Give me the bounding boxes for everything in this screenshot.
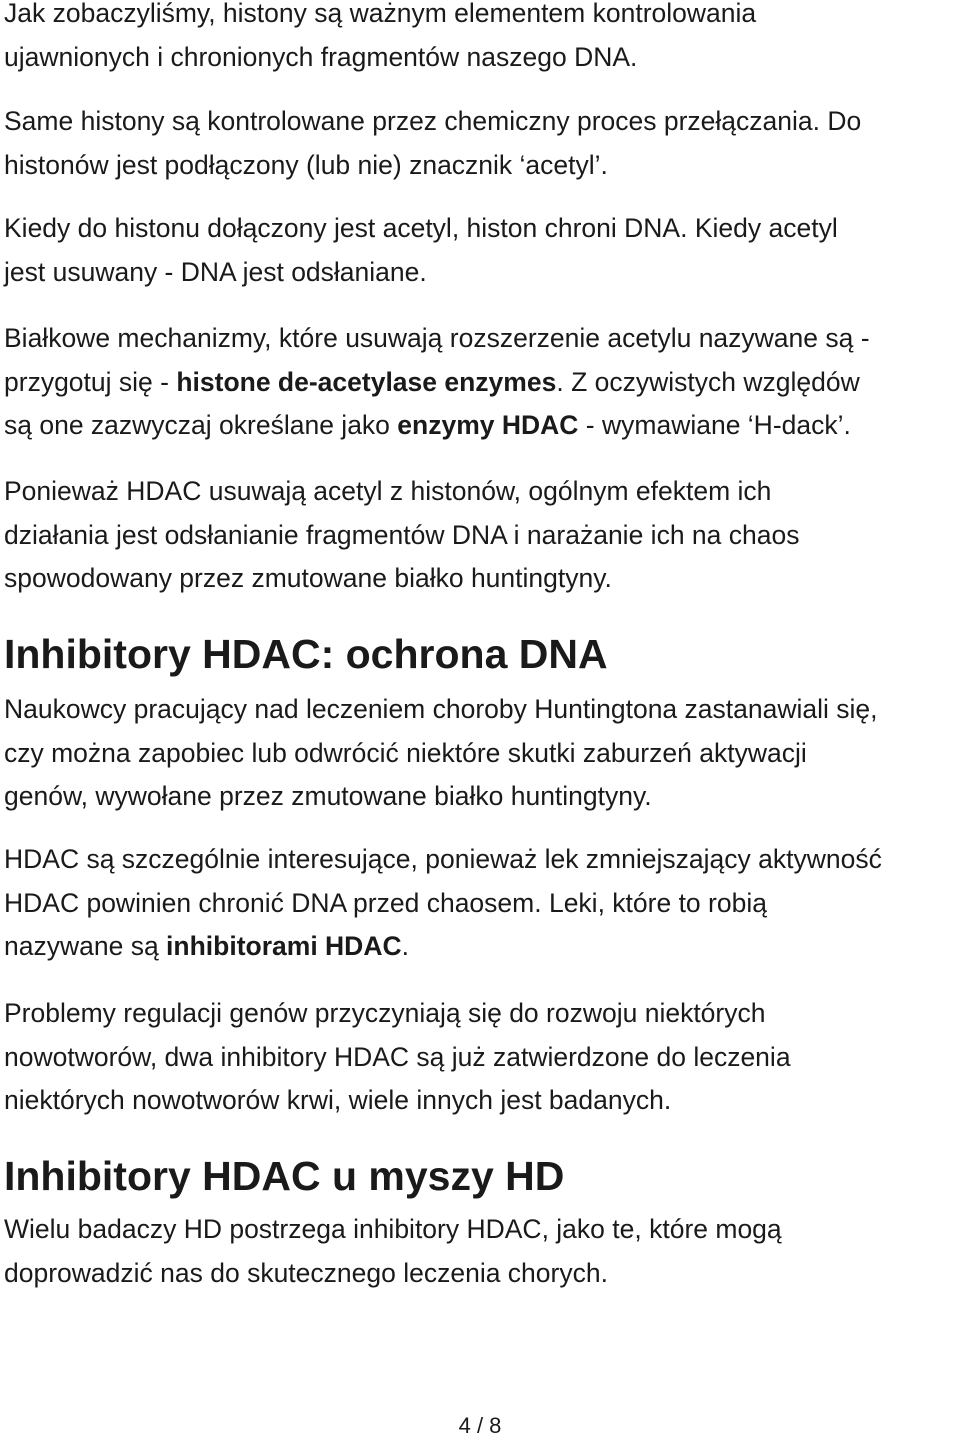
text-line: niektórych nowotworów krwi, wiele innych jest badanych. xyxy=(4,1085,672,1115)
paragraph-hd-researchers xyxy=(4,1208,782,1295)
bold-term: histone de-acetylase enzymes xyxy=(176,366,557,397)
text-run: nazywane są xyxy=(4,931,167,961)
paragraph-researchers xyxy=(4,688,878,819)
paragraph-hdac-enzymes xyxy=(4,317,870,448)
section-heading: Inhibitory HDAC u myszy HD xyxy=(4,1153,565,1199)
text-line xyxy=(4,361,870,405)
text-line: Białkowe mechanizmy, które usuwają rozszerzenie acetylu nazywane są - xyxy=(4,323,870,353)
text-line: HDAC powinien chronić DNA przed chaosem. Leki, które to robią xyxy=(4,887,767,918)
text-line: czy można zapobiec lub odwrócić niektóre skutki zaburzeń aktywacji xyxy=(4,737,807,768)
page-number: 4 / 8 xyxy=(458,1413,502,1438)
text-line: Kiedy do histonu dołączony jest acetyl, histon chroni DNA. Kiedy acetyl xyxy=(4,213,838,243)
paragraph-hdac-effect xyxy=(4,470,799,601)
text-line: HDAC są szczególnie interesujące, ponieważ lek zmniejszający aktywność xyxy=(4,844,882,874)
text-run: . xyxy=(401,931,409,961)
paragraph-histones-intro xyxy=(4,0,756,79)
text-line: Naukowcy pracujący nad leczeniem choroby Huntingtona zastanawiali się, xyxy=(4,694,878,724)
text-line xyxy=(4,925,882,969)
text-run: - wymawiane ‘H-dack’. xyxy=(578,410,851,440)
text-line: Same histony są kontrolowane przez chemiczny proces przełączania. Do xyxy=(4,106,862,136)
paragraph-inhibitors xyxy=(4,838,882,969)
text-run: są one zazwyczaj określane jako xyxy=(4,410,398,440)
text-line: spowodowany przez zmutowane białko huntingtyny. xyxy=(4,563,612,593)
text-line: jest usuwany - DNA jest odsłaniane. xyxy=(4,256,427,287)
text-line: Problemy regulacji genów przyczyniają się do rozwoju niektórych xyxy=(4,998,766,1028)
text-line xyxy=(4,404,870,448)
text-line: doprowadzić nas do skutecznego leczenia chorych. xyxy=(4,1257,608,1288)
text-line: działania jest odsłanianie fragmentów DNA i narażanie ich na chaos xyxy=(4,519,800,550)
text-line: Ponieważ HDAC usuwają acetyl z histonów, ogólnym efektem ich xyxy=(4,476,772,506)
text-line: ujawnionych i chronionych fragmentów naszego DNA. xyxy=(4,41,638,72)
text-line: nowotworów, dwa inhibitory HDAC są już zatwierdzone do leczenia xyxy=(4,1041,791,1072)
paragraph-acetyl xyxy=(4,207,838,294)
text-line: Jak zobaczyliśmy, histony są ważnym elementem kontrolowania xyxy=(4,0,757,28)
text-line: Wielu badaczy HD postrzega inhibitory HDAC, jako te, które mogą xyxy=(4,1214,782,1244)
section-heading: Inhibitory HDAC: ochrona DNA xyxy=(4,631,608,677)
bold-term: inhibitorami HDAC xyxy=(166,931,402,961)
text-run: . Z oczywistych względów xyxy=(556,366,860,397)
text-run: przygotuj się - xyxy=(4,366,177,397)
text-line: histonów jest podłączony (lub nie) znacznik ‘acetyl’. xyxy=(4,149,608,180)
paragraph-cancer xyxy=(4,992,791,1123)
text-line: genów, wywołane przez zmutowane białko huntingtyny. xyxy=(4,781,652,811)
bold-term: enzymy HDAC xyxy=(397,410,579,440)
paragraph-switching xyxy=(4,100,861,187)
